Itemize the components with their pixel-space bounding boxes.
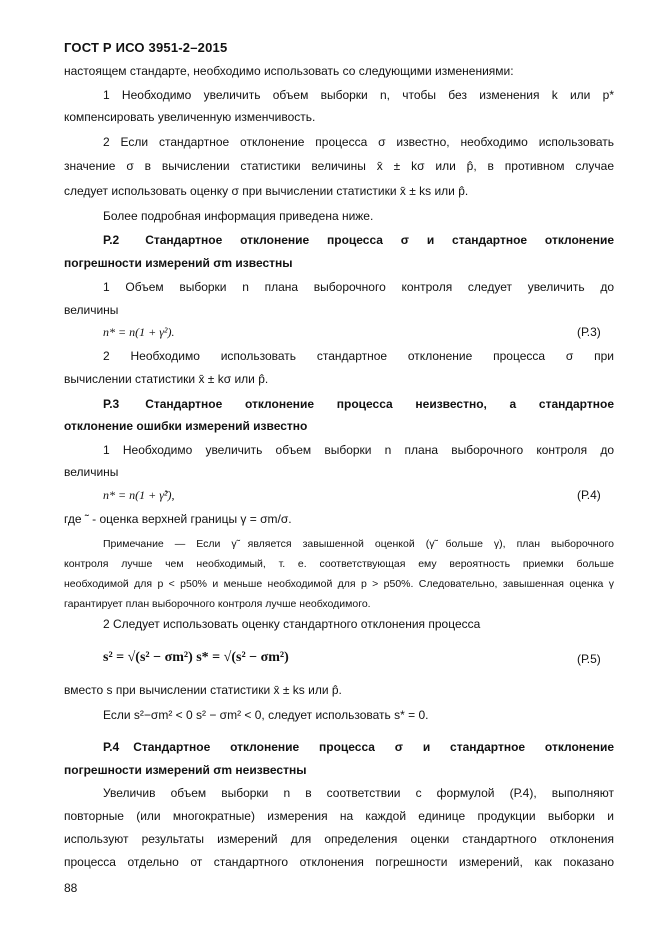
section-heading-line: отклонение ошибки измерений известно [64,419,308,433]
section-heading-r3 [103,397,614,412]
paragraph-line: следует использовать оценку σ при вычислении статистики x̄ ± ks или p̂. [64,184,469,198]
paragraph-line: где ˜ - оценка верхней границы γ = σm/σ. [64,512,292,526]
note-line: необходимой для p < p50% и меньше необходимой для p > p50%. Следовательно, завышенная оценка γ [64,578,614,590]
paragraph-line: 2 Необходимо использовать стандартное отклонение процесса σ при [103,349,614,363]
section-heading-r2 [103,233,614,248]
section-title: Стандартное отклонение процесса σ и стандартное отклонение [145,233,614,247]
note-line: Примечание — Если γ̃ является завышенной оценкой (γ̃ больше γ), план выборочного [103,538,614,550]
paragraph-line: Если s²−σm² < 0 s² − σm² < 0, следует использовать s* = 0. [103,708,429,722]
paragraph-line: 2 Если стандартное отклонение процесса σ известно, необходимо использовать [103,135,614,149]
paragraph-line: Увеличив объем выборки n в соответствии с формулой (Р.4), выполняют [103,786,614,800]
paragraph-line: используют результаты измерений для определения оценки стандартного отклонения [64,832,614,846]
paragraph-line: значение σ в вычислении статистики величины x̄ ± kσ или p̂, в противном случае [64,159,614,173]
section-title: Стандартное отклонение процесса неизвестно, а стандартное [145,397,614,411]
paragraph-line: величины [64,303,119,317]
note-line: гарантирует план выборочного контроля лучше необходимого. [64,598,371,610]
document-header: ГОСТ Р ИСО 3951-2–2015 [64,40,228,55]
section-heading-r4 [103,740,614,755]
paragraph-line: компенсировать увеличенную изменчивость. [64,110,316,124]
equation-p4: n* = n(1 + γ̃²), [103,488,175,502]
section-number: Р.3 [103,397,120,411]
equation-number: (Р.5) [577,652,601,666]
paragraph-line: 1 Необходимо увеличить объем выборки n плана выборочного контроля до [103,443,614,457]
equation-number: (Р.3) [577,325,601,339]
paragraph-line: Более подробная информация приведена ниже. [103,209,374,223]
page-number: 88 [64,881,78,895]
equation-p5: s² = √(s² − σm²) s* = √(s² − σm²) [103,650,289,665]
paragraph-line: повторные (или многократные) измерения на каждой единице продукции выборки и [64,809,614,823]
paragraph-line: величины [64,465,119,479]
paragraph-line: 1 Объем выборки n плана выборочного контроля следует увеличить до [103,280,614,294]
section-heading-line: погрешности измерений σm неизвестны [64,763,307,777]
paragraph-line: 2 Следует использовать оценку стандартного отклонения процесса [103,617,481,631]
paragraph-line: 1 Необходимо увеличить объем выборки n, чтобы без изменения k или p* [103,88,614,102]
paragraph-line: настоящем стандарте, необходимо использовать со следующими изменениями: [64,64,514,78]
equation-number: (Р.4) [577,488,601,502]
section-number: Р.4 [103,740,120,754]
equation-p3: n* = n(1 + γ²). [103,325,175,339]
paragraph-line: процесса отдельно от стандартного отклонения погрешности измерений, как показано [64,855,614,869]
section-number: Р.2 [103,233,120,247]
section-heading-line: погрешности измерений σm известны [64,256,293,270]
paragraph-line: вместо s при вычислении статистики x̄ ± ks или p̂. [64,683,342,697]
section-title: Стандартное отклонение процесса σ и стандартное отклонение [133,740,614,754]
note-line: контроля лучше чем необходимый, т. е. соответствующая ему вероятность приемки больше [64,558,614,570]
paragraph-line: вычислении статистики x̄ ± kσ или p̂. [64,372,269,386]
